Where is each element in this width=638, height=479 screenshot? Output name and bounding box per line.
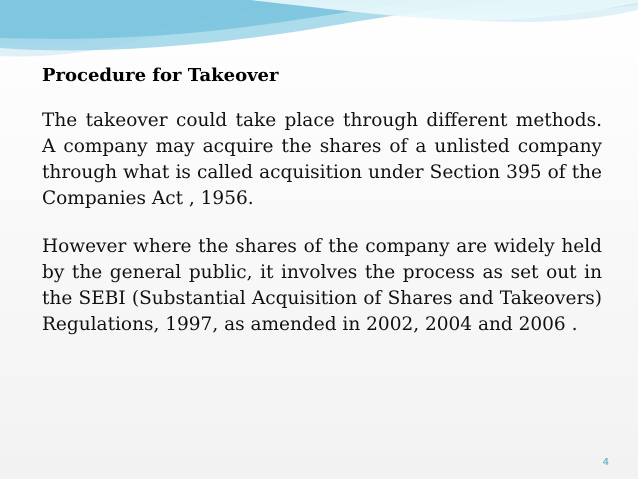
slide-content (42, 64, 602, 338)
slide-heading: Procedure for Takeover (42, 65, 279, 86)
decorative-wave-header (0, 0, 638, 70)
paragraph-sebi-regulations: However where the shares of the company are widely held by the general public, it involves the process as set out in the SEBI (Substantial Acquisition of Shares and Takeovers) Regulations, 1997, as amended in 2002, 2004 and 2006 . (42, 236, 602, 335)
paragraph-takeover-methods: The takeover could take place through different methods. A company may acquire the shares of a unlisted company through what is called acquisition under Section 395 of the Companies Act , 1956. (42, 110, 602, 209)
page-number: 4 (602, 457, 609, 468)
